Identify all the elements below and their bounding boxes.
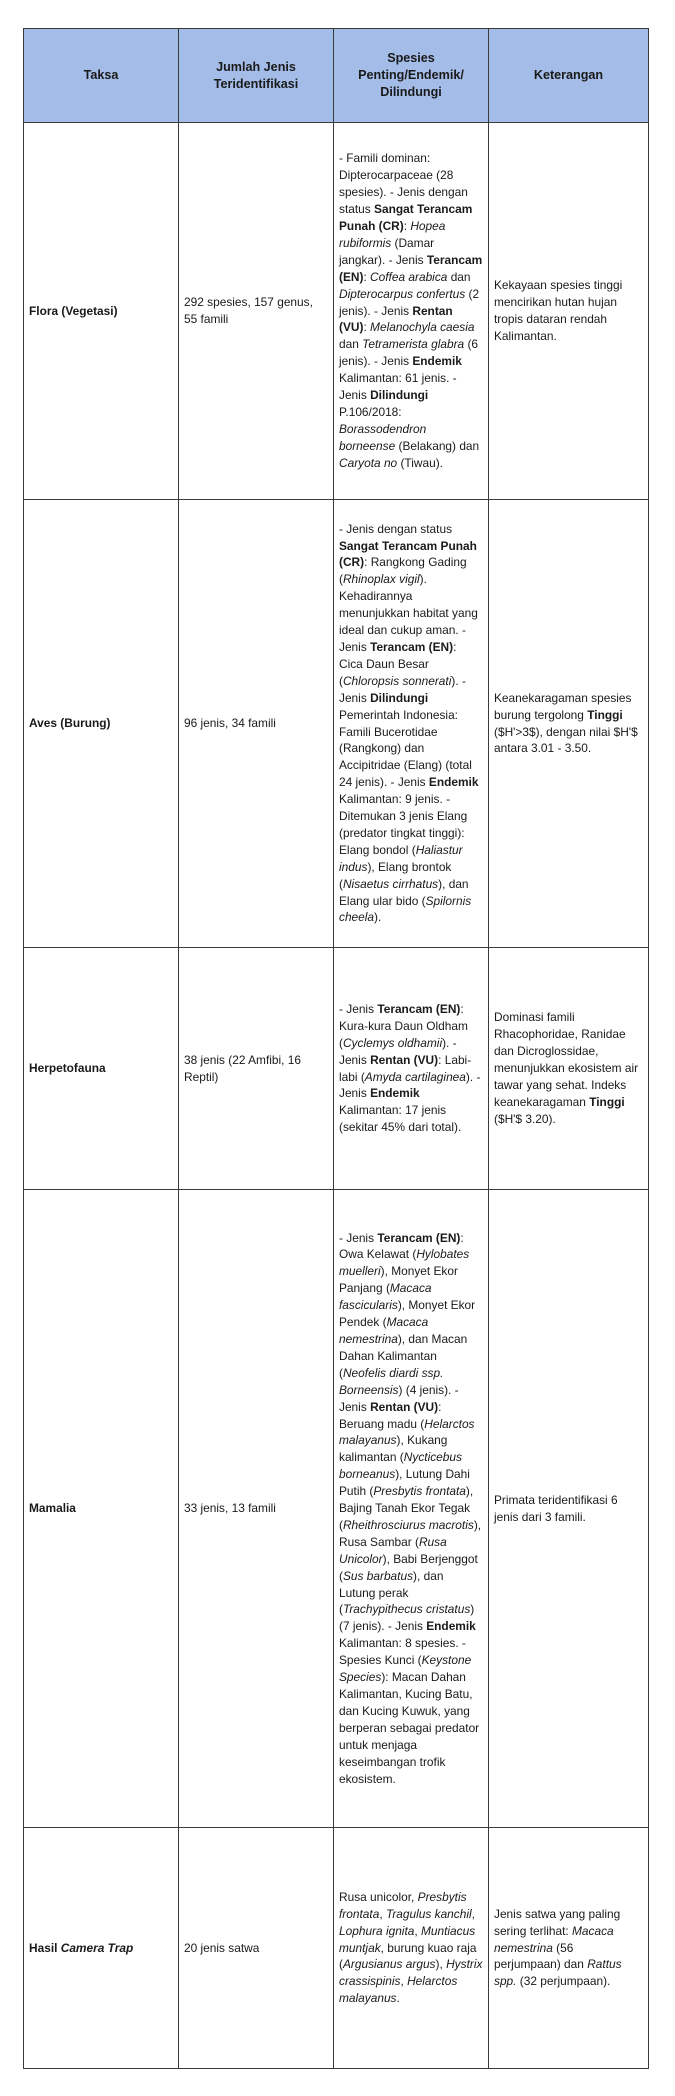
cell-jumlah: 292 spesies, 157 genus, 55 famili: [179, 123, 334, 500]
cell-jumlah: 20 jenis satwa: [179, 1828, 334, 2069]
cell-jumlah: 96 jenis, 34 famili: [179, 500, 334, 948]
cell-taksa: Flora (Vegetasi): [24, 123, 179, 500]
cell-jumlah: 33 jenis, 13 famili: [179, 1190, 334, 1828]
cell-spesies: - Famili dominan: Dipterocarpaceae (28 spesies). - Jenis dengan status Sangat Terancam Punah (CR): Hopea rubiformis (Damar jangkar). - Jenis Terancam (EN): Coffea arabica dan Dipterocarpus confertus (2 jenis). - Jenis Rentan (VU): Melanochyla caesia dan Tetramerista glabra (6 jenis). - Jenis Endemik Kalimantan: 61 jenis. - Jenis Dilindungi P.106/2018: Borassodendron borneense (Belakang) dan Caryota no (Tiwau).: [334, 123, 489, 500]
cell-taksa: Hasil Camera Trap: [24, 1828, 179, 2069]
table-row: [24, 123, 649, 500]
cell-taksa: Herpetofauna: [24, 948, 179, 1190]
table-row: [24, 500, 649, 948]
header-keterangan: Keterangan: [489, 29, 649, 123]
cell-keterangan: Dominasi famili Rhacophoridae, Ranidae dan Dicroglossidae, menunjukkan ekosistem air tawar yang sehat. Indeks keanekaragaman Tinggi ($H'$ 3.20).: [489, 948, 649, 1190]
header-jumlah: Jumlah Jenis Teridentifikasi: [179, 29, 334, 123]
cell-spesies: - Jenis dengan status Sangat Terancam Punah (CR): Rangkong Gading (Rhinoplax vigil). Kehadirannya menunjukkan habitat yang ideal dan cukup aman. - Jenis Terancam (EN): Cica Daun Besar (Chloropsis sonnerati). - Jenis Dilindungi Pemerintah Indonesia: Famili Bucerotidae (Rangkong) dan Accipitridae (Elang) (total 24 jenis). - Jenis Endemik Kalimantan: 9 jenis. - Ditemukan 3 jenis Elang (predator tingkat tinggi): Elang bondol (Haliastur indus), Elang brontok (Nisaetus cirrhatus), dan Elang ular bido (Spilornis cheela).: [334, 500, 489, 948]
cell-spesies: - Jenis Terancam (EN): Kura-kura Daun Oldham (Cyclemys oldhamii). - Jenis Rentan (VU): Labi-labi (Amyda cartilaginea). - Jenis Endemik Kalimantan: 17 jenis (sekitar 45% dari total).: [334, 948, 489, 1190]
cell-keterangan: Jenis satwa yang paling sering terlihat: Macaca nemestrina (56 perjumpaan) dan Rattus spp. (32 perjumpaan).: [489, 1828, 649, 2069]
header-taksa: Taksa: [24, 29, 179, 123]
table-row: [24, 1828, 649, 2069]
table-header-row: [24, 29, 649, 123]
table-row: [24, 1190, 649, 1828]
species-table: [23, 28, 649, 2069]
table-row: [24, 948, 649, 1190]
cell-jumlah: 38 jenis (22 Amfibi, 16 Reptil): [179, 948, 334, 1190]
header-spesies: Spesies Penting/Endemik/ Dilindungi: [334, 29, 489, 123]
cell-spesies: - Jenis Terancam (EN): Owa Kelawat (Hylobates muelleri), Monyet Ekor Panjang (Macaca fascicularis), Monyet Ekor Pendek (Macaca nemestrina), dan Macan Dahan Kalimantan (Neofelis diardi ssp. Borneensis) (4 jenis). - Jenis Rentan (VU): Beruang madu (Helarctos malayanus), Kukang kalimantan (Nycticebus borneanus), Lutung Dahi Putih (Presbytis frontata), Bajing Tanah Ekor Tegak (Rheithrosciurus macrotis), Rusa Sambar (Rusa Unicolor), Babi Berjenggot (Sus barbatus), dan Lutung perak (Trachypithecus cristatus) (7 jenis). - Jenis Endemik Kalimantan: 8 spesies. - Spesies Kunci (Keystone Species): Macan Dahan Kalimantan, Kucing Batu, dan Kucing Kuwuk, yang berperan sebagai predator untuk menjaga keseimbangan trofik ekosistem.: [334, 1190, 489, 1828]
cell-keterangan: Kekayaan spesies tinggi mencirikan hutan hujan tropis dataran rendah Kalimantan.: [489, 123, 649, 500]
cell-spesies: Rusa unicolor, Presbytis frontata, Tragulus kanchil, Lophura ignita, Muntiacus muntjak, burung kuao raja (Argusianus argus), Hystrix crassispinis, Helarctos malayanus.: [334, 1828, 489, 2069]
cell-keterangan: Keanekaragaman spesies burung tergolong Tinggi ($H'>3$), dengan nilai $H'$ antara 3.01 - 3.50.: [489, 500, 649, 948]
cell-taksa: Mamalia: [24, 1190, 179, 1828]
cell-taksa: Aves (Burung): [24, 500, 179, 948]
cell-keterangan: Primata teridentifikasi 6 jenis dari 3 famili.: [489, 1190, 649, 1828]
